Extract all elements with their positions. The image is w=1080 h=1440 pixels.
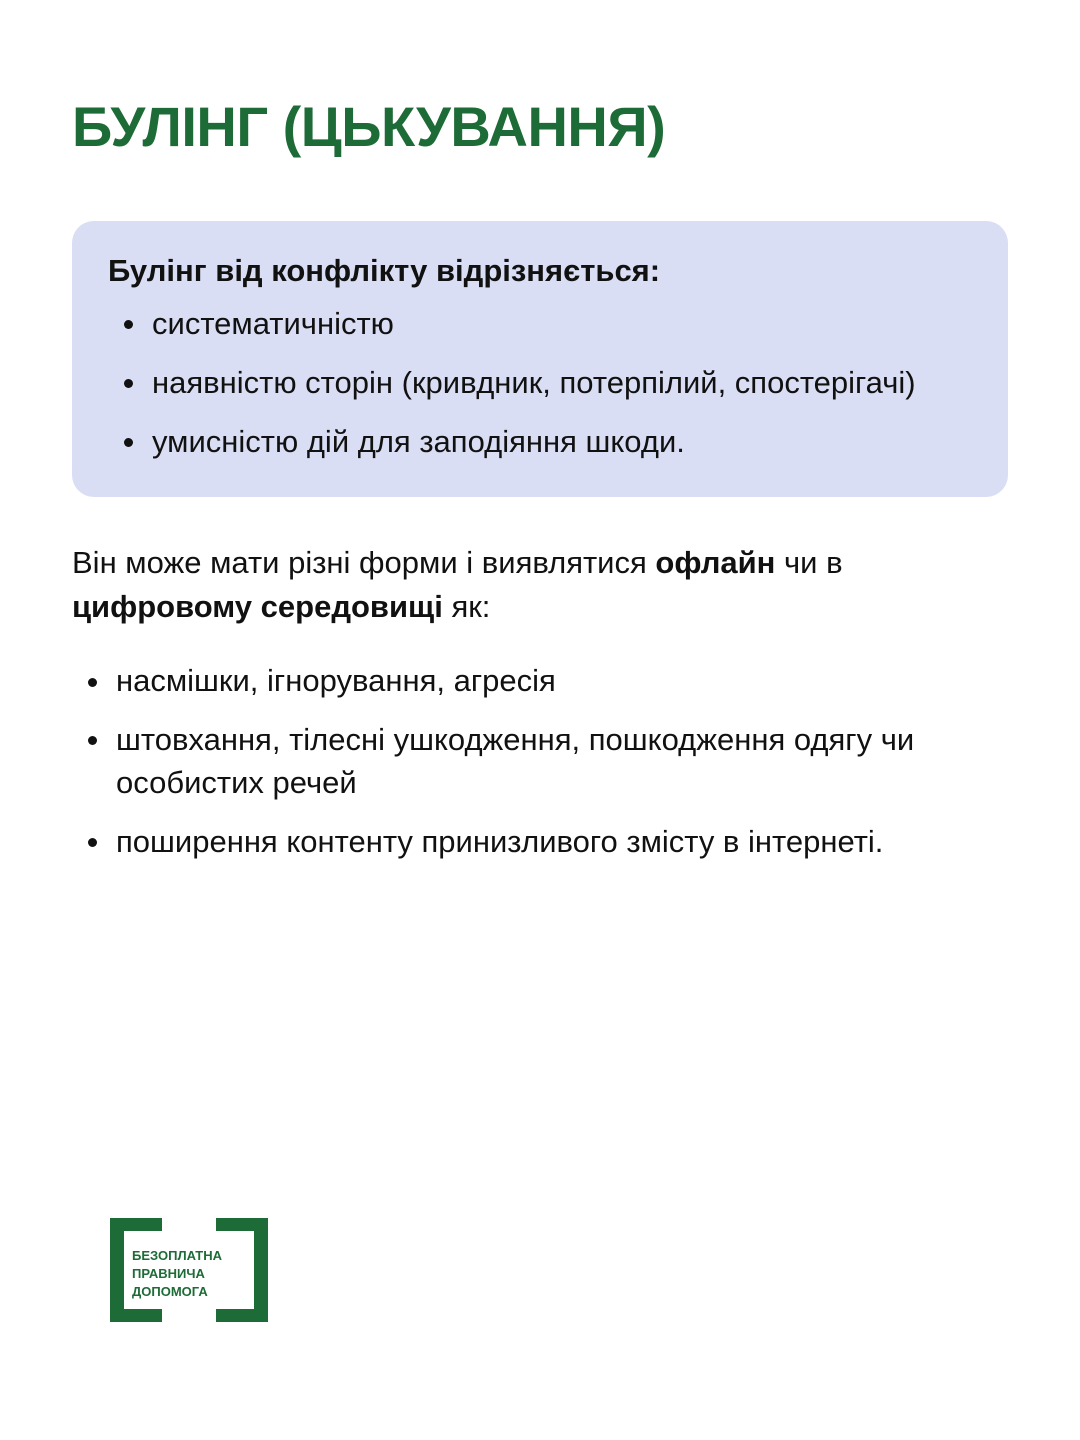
- logo-line-1: БЕЗОПЛАТНА: [132, 1248, 223, 1263]
- page-title: БУЛІНГ (ЦЬКУВАННЯ): [72, 95, 666, 158]
- list-item-label: наявністю сторін (кривдник, потерпілий, спостерігачі): [152, 364, 916, 400]
- bullet-icon: [124, 320, 133, 329]
- list-item: [72, 719, 1008, 805]
- intro-paragraph: [72, 541, 862, 629]
- bullet-icon: [88, 678, 97, 687]
- logo-line-2: ПРАВНИЧА: [132, 1266, 205, 1281]
- list-item-label: штовхання, тілесні ушкодження, пошкодження одягу чи особистих речей: [116, 722, 915, 800]
- bullet-icon: [124, 379, 133, 388]
- bullet-icon: [88, 736, 97, 745]
- logo-line-3: ДОПОМОГА: [132, 1284, 208, 1299]
- paragraph-part-3: як:: [442, 589, 491, 625]
- list-item-label: умисністю дій для заподіяння шкоди.: [152, 423, 685, 459]
- list-item-label: насмішки, ігнорування, агресія: [116, 663, 556, 699]
- paragraph-part-1: Він може мати різні форми і виявлятися: [72, 545, 656, 581]
- paragraph-part-2: чи в: [775, 545, 843, 581]
- list-item: [108, 421, 972, 464]
- list-item-label: поширення контенту принизливого змісту в інтернеті.: [116, 823, 884, 859]
- callout-heading: Булінг від конфлікту відрізняється:: [108, 252, 661, 288]
- free-legal-aid-logo: [110, 1218, 268, 1322]
- list-item: [108, 362, 972, 405]
- paragraph-bold-offline: офлайн: [655, 545, 776, 581]
- callout-box: [72, 221, 1008, 498]
- list-item-label: систематичністю: [152, 306, 394, 342]
- paragraph-bold-digital: цифровому середовищі: [72, 589, 443, 625]
- list-item: [72, 821, 1008, 864]
- list-item: [72, 660, 1008, 703]
- callout-list: [108, 303, 972, 463]
- list-item: [108, 303, 972, 346]
- forms-list: [72, 660, 1008, 863]
- bullet-icon: [124, 438, 133, 447]
- bullet-icon: [88, 838, 97, 847]
